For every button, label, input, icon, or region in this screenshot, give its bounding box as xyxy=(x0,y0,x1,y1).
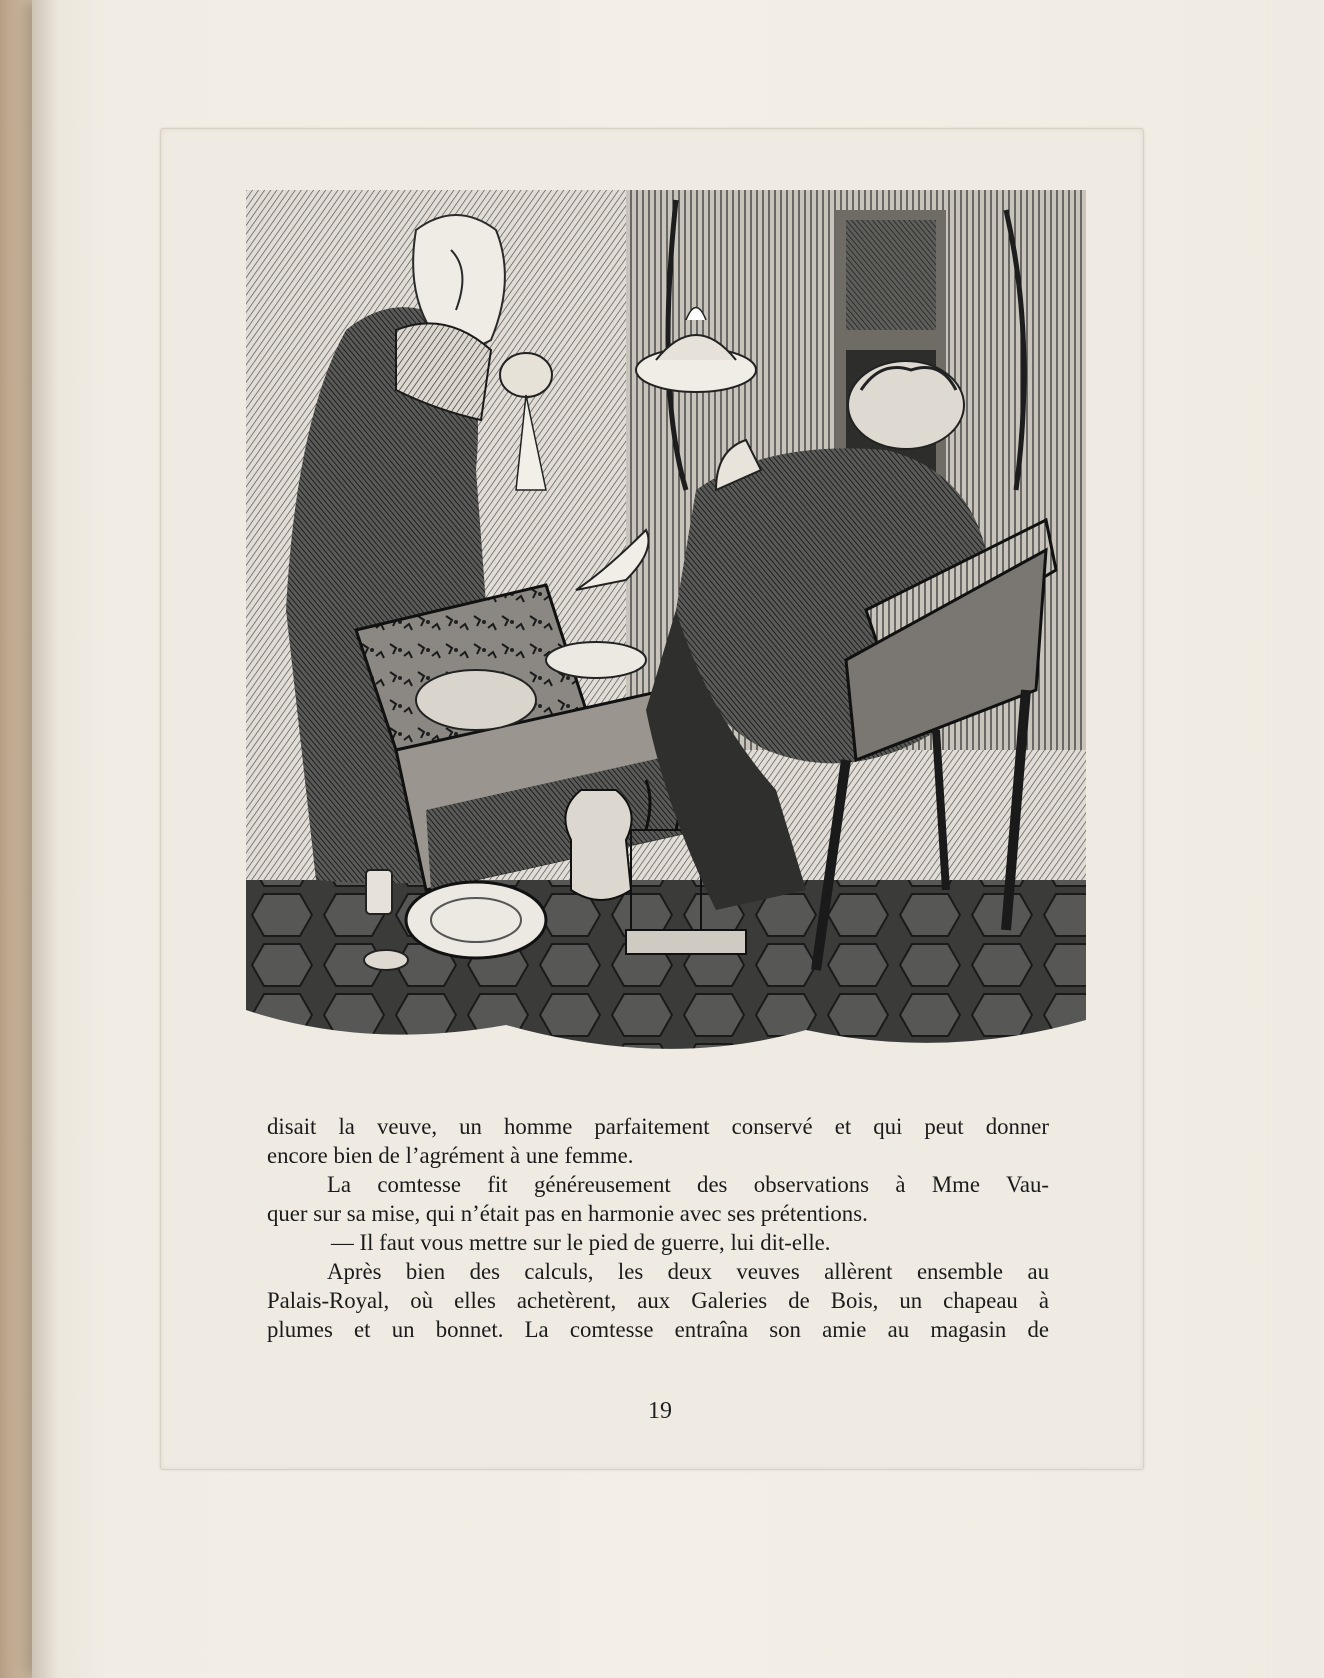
paragraph-2-line-1: La comtesse fit généreusement des observations à Mme Vau- xyxy=(327,1172,1049,1197)
gutter-shadow xyxy=(32,0,58,1678)
engraving-illustration xyxy=(246,190,1086,1070)
paragraph-1-line-1: disait la veuve, un homme parfaitement conservé et qui peut donner xyxy=(267,1114,1049,1139)
paragraph-4-line-3: plumes et un bonnet. La comtesse entraîna son amie au magasin de xyxy=(267,1317,1049,1342)
dialogue-line: — Il faut vous mettre sur le pied de guerre, lui dit-elle. xyxy=(331,1230,831,1255)
paragraph-1-line-2: encore bien de l’agrément à une femme. xyxy=(267,1143,634,1168)
paragraph-2-line-2: quer sur sa mise, qui n’était pas en harmonie avec ses prétentions. xyxy=(267,1201,868,1226)
page-number: 19 xyxy=(648,1398,672,1424)
paragraph-4-line-1: Après bien des calculs, les deux veuves allèrent ensemble au xyxy=(327,1259,1049,1284)
paragraph-4-line-2: Palais-Royal, où elles achetèrent, aux Galeries de Bois, un chapeau à xyxy=(267,1288,1049,1313)
body-text xyxy=(267,1112,1049,1344)
